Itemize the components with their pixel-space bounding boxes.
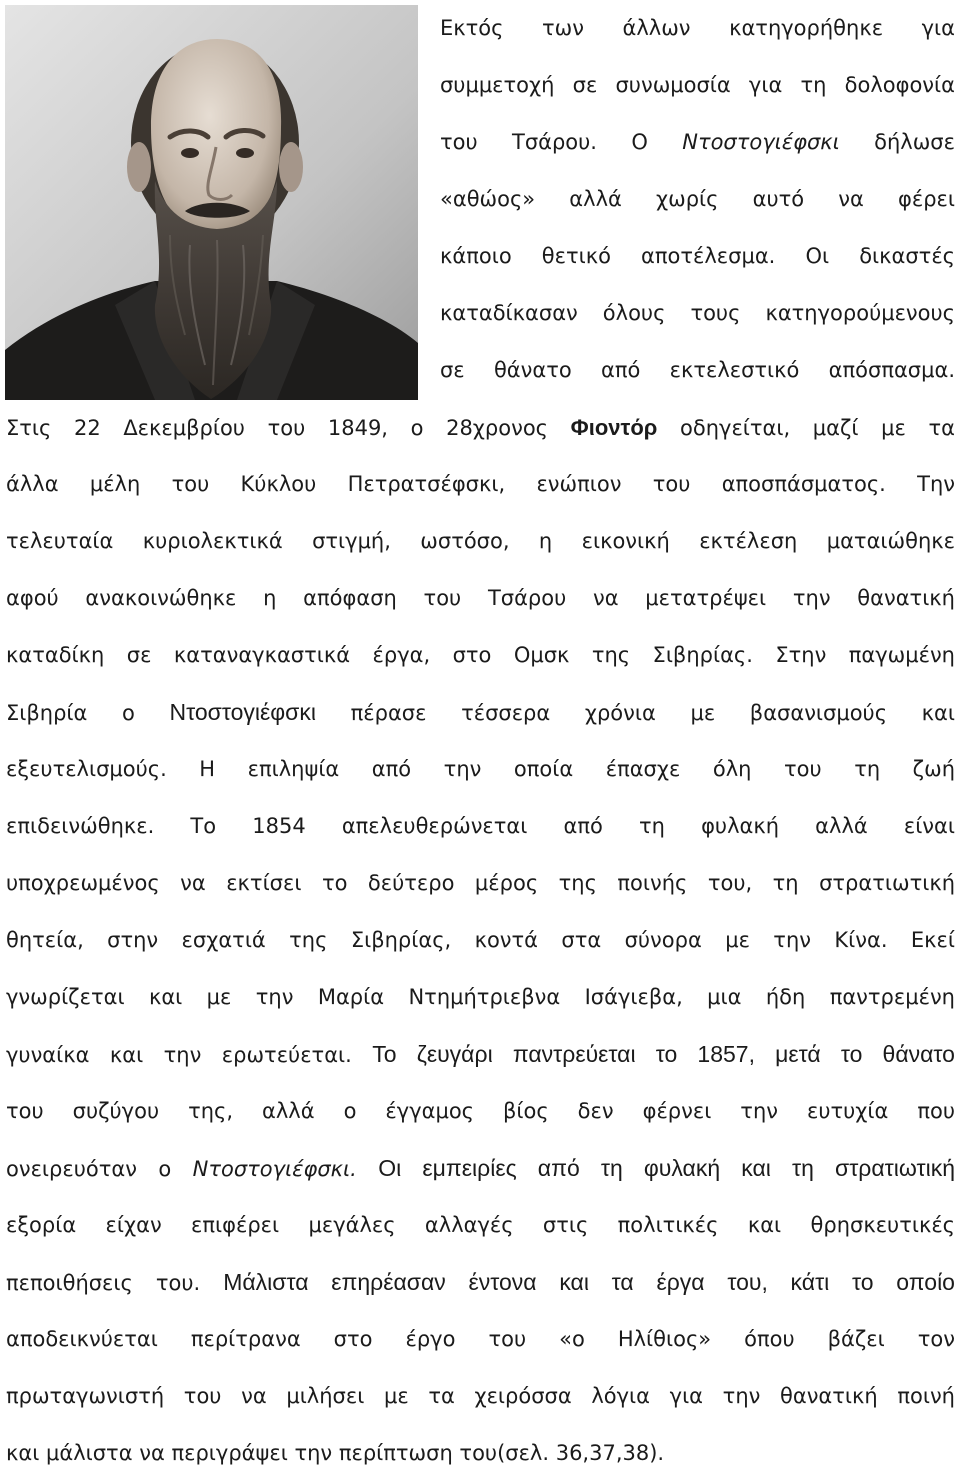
text-line: Εκτός των άλλων κατηγορήθηκε για bbox=[440, 16, 955, 40]
text-segment: Το ζευγάρι παντρεύεται το 1857, μετά το θάνατο bbox=[372, 1041, 955, 1067]
text-line: συμμετοχή σε συνωμοσία για τη δολοφονία bbox=[440, 73, 955, 97]
person-name: Ντοστογιέφσκι bbox=[682, 130, 840, 154]
person-name: Φιοντόρ bbox=[570, 415, 658, 440]
text-segment: πεποιθήσεις του. bbox=[6, 1271, 201, 1295]
text-line: σε θάνατο από εκτελεστικό απόσπασμα. bbox=[440, 358, 955, 382]
text-line: εξορία είχαν επιφέρει μεγάλες αλλαγές στις πολιτικές και θρησκευτικές bbox=[6, 1213, 955, 1237]
text-segment: οδηγείται, μαζί με τα bbox=[680, 416, 955, 440]
text-line: κάποιο θετικό αποτέλεσμα. Οι δικαστές bbox=[440, 244, 955, 268]
text-segment: Οι εμπειρίες από τη φυλακή και τη στρατιωτική bbox=[378, 1155, 955, 1181]
text-segment: γυναίκα και την ερωτεύεται. bbox=[6, 1043, 352, 1067]
text-line: και μάλιστα να περιγράψει την περίπτωση του(σελ. 36,37,38). bbox=[6, 1441, 665, 1465]
person-name: Ντοστογιέφσκι. bbox=[192, 1157, 357, 1181]
text-line bbox=[6, 1254, 955, 1311]
text-segment: Στις 22 Δεκεμβρίου του 1849, ο 28χρονος bbox=[6, 416, 549, 440]
text-line bbox=[440, 114, 955, 171]
text-line: καταδίκη σε καταναγκαστικά έργα, στο Ομσκ της Σιβηρίας. Στην παγωμένη bbox=[6, 643, 955, 667]
text-line: επιδεινώθηκε. Το 1854 απελευθερώνεται από τη φυλακή αλλά είναι bbox=[6, 814, 955, 838]
text-line: άλλα μέλη του Κύκλου Πετρατσέφσκι, ενώπιον του αποσπάσματος. Την bbox=[6, 472, 955, 496]
person-name: Ντοστογιέφσκι bbox=[169, 699, 316, 725]
portrait-image bbox=[5, 5, 418, 400]
text-line: γνωρίζεται και με την Μαρία Ντημήτριεβνα Ισάγιεβα, μια ήδη παντρεμένη bbox=[6, 985, 955, 1009]
text-column-beside-photo bbox=[440, 0, 955, 399]
text-line: εξευτελισμούς. Η επιληψία από την οποία έπασχε όλη του τη ζωή bbox=[6, 757, 955, 781]
text-line bbox=[6, 399, 955, 456]
text-segment: του Τσάρου. Ο bbox=[440, 130, 648, 154]
text-line: υποχρεωμένος να εκτίσει το δεύτερο μέρος της ποινής του, τη στρατιωτική bbox=[6, 871, 955, 895]
text-line: πρωταγωνιστή του να μιλήσει με τα χειρόσσα λόγια για την θανατική ποινή bbox=[6, 1384, 955, 1408]
text-segment: δήλωσε bbox=[874, 130, 955, 154]
text-segment: πέρασε τέσσερα χρόνια με βασανισμούς και bbox=[350, 701, 955, 725]
text-line bbox=[6, 1026, 955, 1083]
text-body bbox=[6, 399, 955, 1482]
text-line: θητεία, στην εσχατιά της Σιβηρίας, κοντά στα σύνορα με την Κίνα. Εκεί bbox=[6, 928, 955, 952]
text-line bbox=[6, 684, 955, 741]
text-segment: Μάλιστα επηρέασαν έντονα και τα έργα του, κάτι το οποίο bbox=[223, 1269, 955, 1295]
text-line: αποδεικνύεται περίτρανα στο έργο του «ο Ηλίθιος» όπου βάζει τον bbox=[6, 1327, 955, 1351]
portrait-photo bbox=[5, 5, 418, 400]
text-line bbox=[6, 1140, 955, 1197]
text-segment: Σιβηρία ο bbox=[6, 701, 135, 725]
text-line: τελευταία κυριολεκτικά στιγμή, ωστόσο, η εικονική εκτέλεση ματαιώθηκε bbox=[6, 529, 955, 553]
text-segment: ονειρευόταν ο bbox=[6, 1157, 172, 1181]
text-line: αφού ανακοινώθηκε η απόφαση του Τσάρου να μετατρέψει την θανατική bbox=[6, 586, 955, 610]
text-line: «αθώος» αλλά χωρίς αυτό να φέρει bbox=[440, 187, 955, 211]
text-line: καταδίκασαν όλους τους κατηγορούμενους bbox=[440, 301, 955, 325]
text-line: του συζύγου της, αλλά ο έγγαμος βίος δεν φέρνει την ευτυχία που bbox=[6, 1099, 955, 1123]
